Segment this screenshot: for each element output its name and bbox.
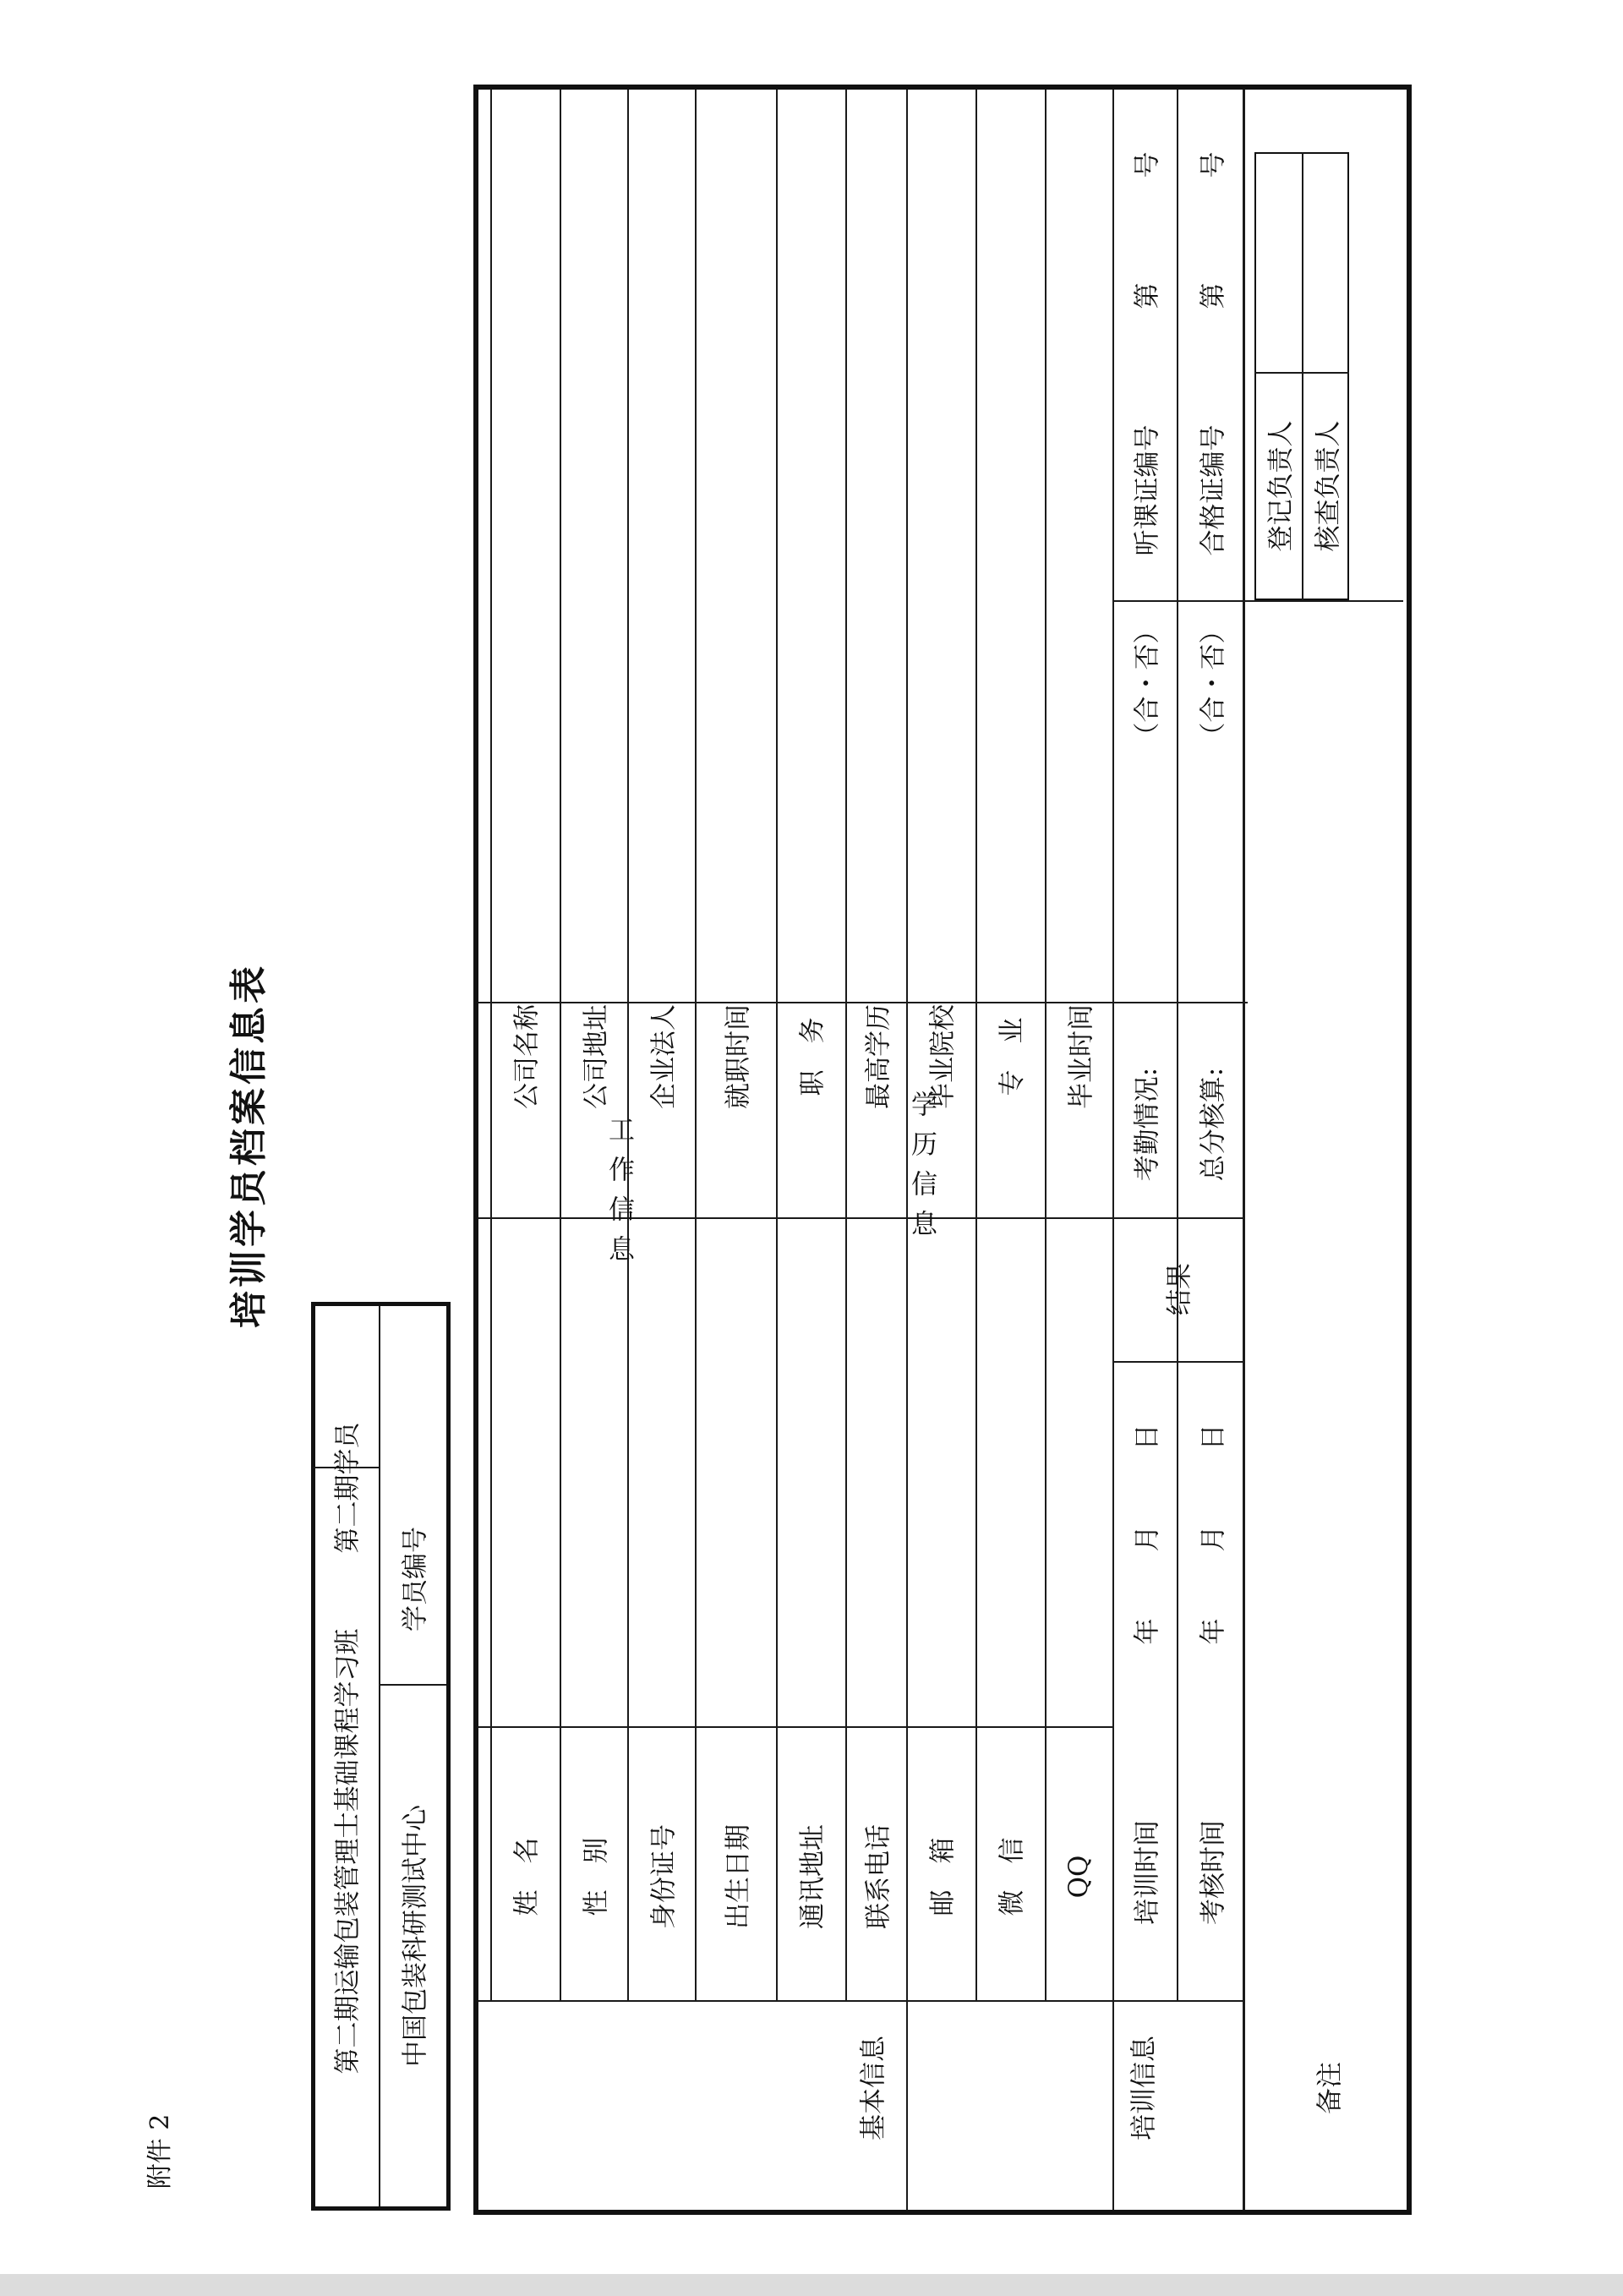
qual-no-suffix: 号 <box>1198 151 1229 178</box>
field-school: 毕业院校 <box>927 1004 959 1109</box>
exam-month: 月 <box>1198 1525 1229 1552</box>
edu-info-label: 学历信息 <box>906 1091 937 1249</box>
attendance-label: 考勤情况: <box>1132 1067 1163 1182</box>
attendance-pass-fail: （合・否） <box>1132 617 1163 749</box>
signer-register: 登记负责人 <box>1265 420 1297 552</box>
field-company-address: 公司地址 <box>581 1004 612 1109</box>
field-position: 职 务 <box>797 1017 828 1096</box>
train-month: 月 <box>1132 1525 1163 1552</box>
field-graduation-time: 毕业时间 <box>1066 1004 1097 1109</box>
field-id-number: 身份证号 <box>648 1824 680 1929</box>
field-highest-degree: 最高学历 <box>863 1004 894 1109</box>
field-employment-time: 就职时间 <box>723 1004 754 1109</box>
field-email: 邮 箱 <box>927 1837 959 1916</box>
field-train-time: 培训时间 <box>1132 1820 1163 1925</box>
course-no-suffix: 号 <box>1132 151 1163 178</box>
field-name: 姓 名 <box>511 1837 543 1916</box>
section-basic: 基本信息 <box>858 2036 889 2140</box>
batch-label: 第二期学员 <box>332 1422 363 1554</box>
course-cert-label: 听课证编号 <box>1132 424 1163 556</box>
field-birth-date: 出生日期 <box>723 1824 754 1929</box>
field-major: 专 业 <box>997 1017 1028 1096</box>
section-training: 培训信息 <box>1128 2036 1160 2140</box>
total-score-label: 总分核算: <box>1198 1067 1229 1182</box>
center-name: 中国包装科研测试中心 <box>400 1805 431 2067</box>
class-name: 第二期运输包装管理士基础课程学习班 <box>332 1628 363 2075</box>
result-label: 结果 <box>1164 1263 1195 1315</box>
field-phone: 联系电话 <box>863 1824 894 1929</box>
exam-day: 日 <box>1198 1424 1229 1451</box>
train-year: 年 <box>1132 1618 1163 1645</box>
field-gender: 性 别 <box>581 1837 612 1916</box>
course-no-prefix: 第 <box>1132 282 1163 309</box>
qual-cert-label: 合格证编号 <box>1198 424 1229 556</box>
field-qq: QQ <box>1063 1855 1094 1899</box>
field-company-name: 公司名称 <box>511 1004 543 1109</box>
field-address: 通讯地址 <box>797 1824 828 1929</box>
qual-no-prefix: 第 <box>1198 282 1229 309</box>
exam-year: 年 <box>1198 1618 1229 1645</box>
field-legal-person: 企业法人 <box>648 1004 680 1109</box>
section-remarks: 备注 <box>1314 2062 1346 2114</box>
scan-edge <box>0 2274 1623 2296</box>
field-exam-time: 考核时间 <box>1198 1820 1229 1925</box>
attachment-label: 附件 2 <box>145 2113 175 2189</box>
signer-check: 核查负责人 <box>1313 420 1344 552</box>
page-title: 培训学员档案信息表 <box>227 963 270 1328</box>
score-pass-fail: （合・否） <box>1198 617 1229 749</box>
train-day: 日 <box>1132 1424 1163 1451</box>
work-info-label: 工作信息 <box>604 1116 634 1275</box>
field-wechat: 微 信 <box>997 1837 1028 1916</box>
student-no-label: 学员编号 <box>400 1527 431 1632</box>
